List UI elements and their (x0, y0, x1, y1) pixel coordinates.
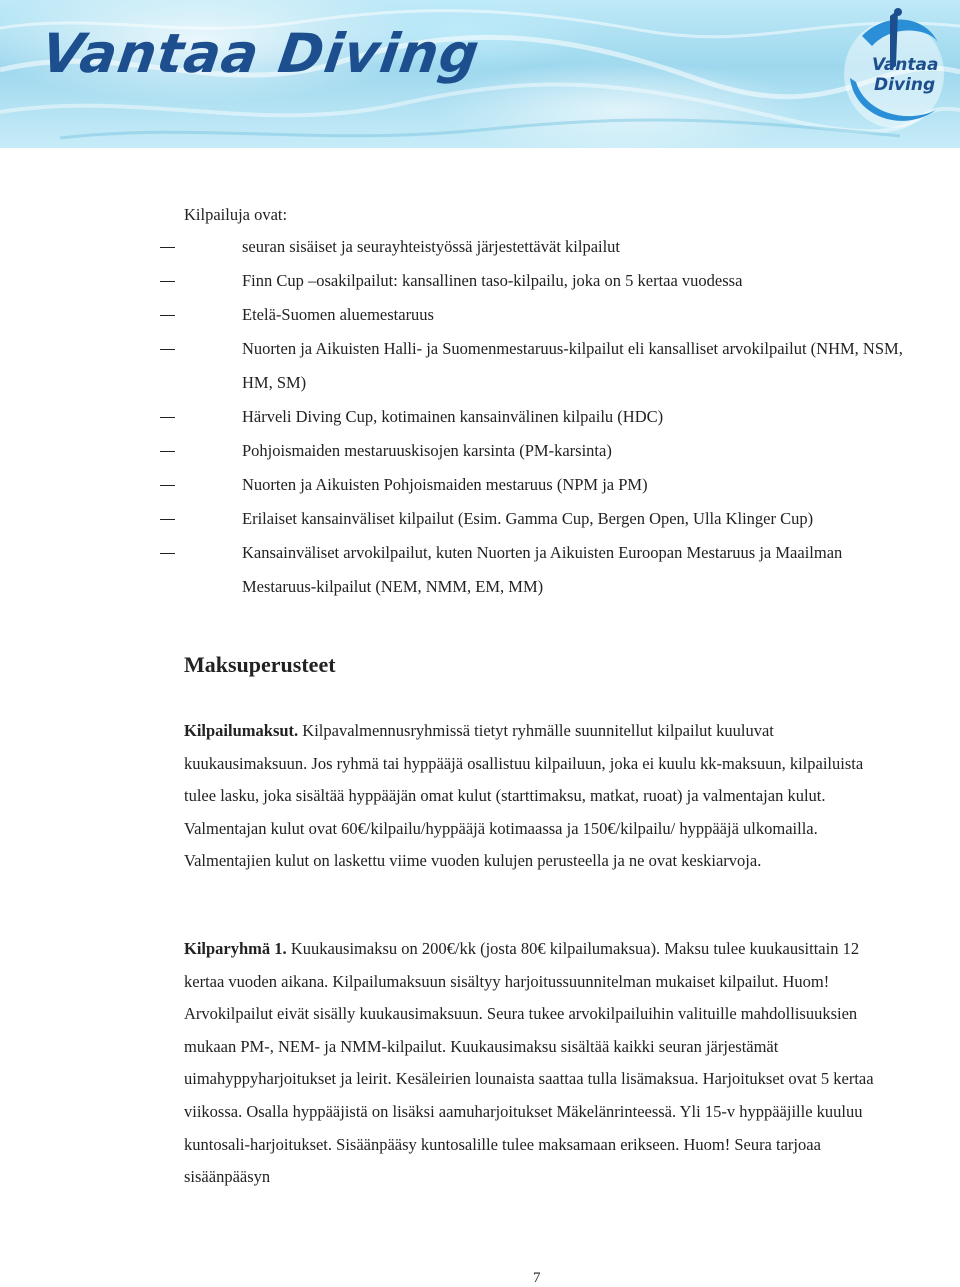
fees-text: Kilpavalmennusryhmissä tietyt ryhmälle suunnitellut kilpailut kuuluvat kuukausimaksuun. Jos ryhmä tai hyppääjä osallistuu kilpailuun, joka ei kuulu kk-maksuun, kilpailuista tulee lasku, joka sisältää hyppääjän omat kulut (starttimaksu, matkat, ruoat) ja valmentajan kulut. Valmentajan kulut ovat 60€/kilpailu/hyppääjä kotimaassa ja 150€/kilpailu/ hyppääjä ulkomailla. Valmentajien kulut on laskettu viime vuoden kulujen perusteella ja ne ovat keskiarvoja. (184, 721, 864, 871)
group1-paragraph (184, 933, 896, 1194)
logo-wordmark: Vantaa Diving (37, 22, 484, 85)
page-number: 7 (533, 1270, 541, 1286)
list-item: Erilaiset kansainväliset kilpailut (Esim. Gamma Cup, Bergen Open, Ulla Klinger Cup) (242, 509, 814, 528)
group1-text: Kuukausimaksu on 200€/kk (josta 80€ kilpailumaksua). Maksu tulee kuukausittain 12 kertaa vuoden aikana. Kilpailumaksuun sisältyy harjoitussuunnitelman mukaiset kilpailut. Huom! Arvokilpailut eivät sisälly kuukausimaksuun. Seura tukee arvokilpailuihin valituille mahdollisuuksien mukaan PM-, NEM- ja NMM-kilpailut. Kuukausimaksu sisältää kaikki seuran järjestämät uimahyppyharjoitukset ja leirit. Kesäleirien lounaista saattaa tulla lisämaksua. Harjoitukset ovat 5 kertaa viikossa. Osalla hyppääjistä on lisäksi aamuharjoitukset Mäkelänrinteessä. Yli 15-v hyppääjille kuuluu kuntosali-harjoitukset. Sisäänpääsy kuntosalille tulee maksamaan erikseen. Huom! Seura tarjoaa sisäänpääsyn (184, 939, 874, 1187)
page-content (184, 200, 904, 1187)
section-title: Maksuperusteet (184, 652, 336, 677)
group1-lead: Kilparyhmä 1. (184, 939, 287, 958)
emblem-text-diving: Diving (874, 75, 936, 95)
list-item: Finn Cup –osakilpailut: kansallinen taso-kilpailu, joka on 5 kertaa vuodessa (242, 271, 743, 290)
list-item: Härveli Diving Cup, kotimainen kansainvälinen kilpailu (HDC) (242, 407, 664, 426)
list-item: Etelä-Suomen aluemestaruus (242, 305, 434, 324)
list-item: Nuorten ja Aikuisten Pohjoismaiden mestaruus (NPM ja PM) (242, 475, 648, 494)
competition-list (184, 230, 904, 604)
fees-lead: Kilpailumaksut. (184, 721, 299, 740)
list-item: seuran sisäiset ja seurayhteistyössä järjestettävät kilpailut (242, 237, 621, 256)
emblem-text-vantaa: Vantaa (872, 55, 939, 75)
list-item: Pohjoismaiden mestaruuskisojen karsinta (PM-karsinta) (242, 441, 612, 460)
list-item: Nuorten ja Aikuisten Halli- ja Suomenmestaruus-kilpailut eli kansalliset arvokilpailut (NHM, NSM, HM, SM) (242, 339, 903, 392)
vantaa-diving-emblem-icon (832, 6, 950, 134)
header-banner (0, 0, 960, 148)
intro-text: Kilpailuja ovat: (184, 205, 288, 224)
fees-paragraph (184, 715, 896, 878)
list-item: Kansainväliset arvokilpailut, kuten Nuorten ja Aikuisten Euroopan Mestaruus ja Maailman Mestaruus-kilpailut (NEM, NMM, EM, MM) (242, 543, 843, 596)
